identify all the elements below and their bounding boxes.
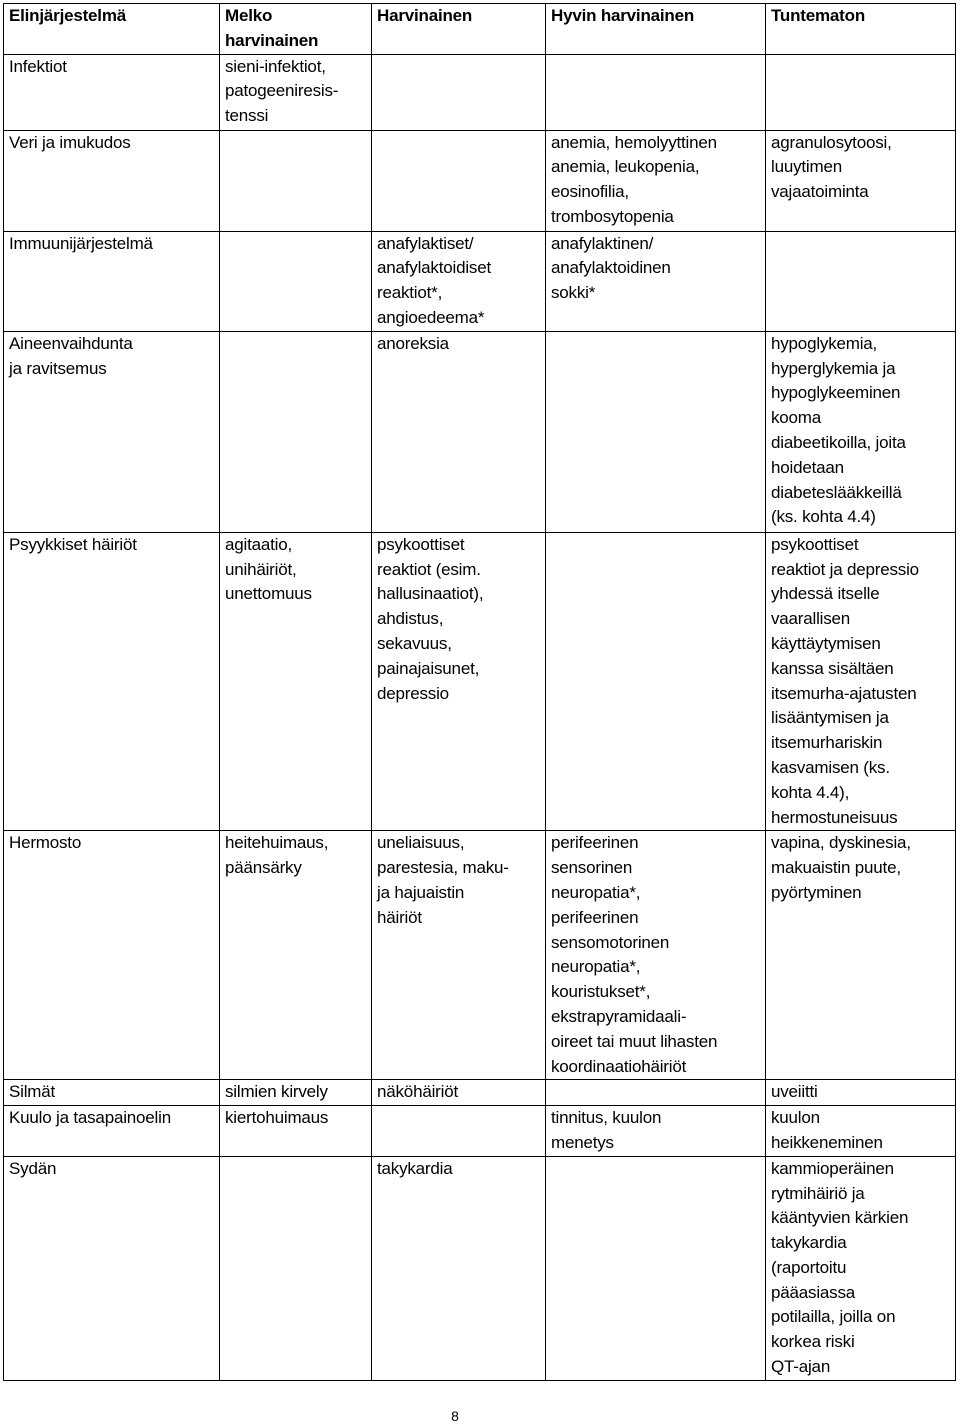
rare-cell	[372, 54, 546, 130]
unknown-cell: uveiitti	[766, 1080, 956, 1106]
very-rare-cell	[546, 54, 766, 130]
uncommon-cell	[220, 130, 372, 231]
table-row	[4, 331, 956, 532]
uncommon-cell	[220, 1156, 372, 1380]
table-row	[4, 831, 956, 1080]
header-uncommon: Melko harvinainen	[220, 4, 372, 55]
table-row	[4, 1106, 956, 1157]
unknown-cell	[766, 231, 956, 331]
rare-cell: uneliaisuus, parestesia, maku- ja hajuaistin häiriöt	[372, 831, 546, 1080]
rare-cell: anafylaktiset/ anafylaktoidiset reaktiot*, angioedeema*	[372, 231, 546, 331]
page-number: 8	[451, 1408, 459, 1424]
very-rare-cell	[546, 1156, 766, 1380]
header-organ-system: Elinjärjestelmä	[4, 4, 220, 55]
header-very-rare: Hyvin harvinainen	[546, 4, 766, 55]
table-row	[4, 130, 956, 231]
header-unknown: Tuntematon	[766, 4, 956, 55]
unknown-cell: psykoottiset reaktiot ja depressio yhdessä itselle vaarallisen käyttäytymisen kanssa sisältäen itsemurha-ajatusten lisääntymisen ja itsemurhariskin kasvamisen (ks. kohta 4.4), hermostuneisuus	[766, 532, 956, 831]
rare-cell: psykoottiset reaktiot (esim. hallusinaatiot), ahdistus, sekavuus, painajaisunet, depressio	[372, 532, 546, 831]
very-rare-cell: anafylaktinen/ anafylaktoidinen sokki*	[546, 231, 766, 331]
organ-cell: Immuunijärjestelmä	[4, 231, 220, 331]
uncommon-cell	[220, 231, 372, 331]
header-rare: Harvinainen	[372, 4, 546, 55]
table-row	[4, 1080, 956, 1106]
unknown-cell: kuulon heikkeneminen	[766, 1106, 956, 1157]
table-row	[4, 231, 956, 331]
uncommon-cell: kiertohuimaus	[220, 1106, 372, 1157]
uncommon-cell: silmien kirvely	[220, 1080, 372, 1106]
organ-cell: Hermosto	[4, 831, 220, 1080]
organ-cell: Infektiot	[4, 54, 220, 130]
very-rare-cell	[546, 331, 766, 532]
table-row	[4, 54, 956, 130]
adverse-effects-table	[3, 3, 956, 1381]
unknown-cell: agranulosytoosi, luuytimen vajaatoiminta	[766, 130, 956, 231]
unknown-cell: kammioperäinen rytmihäiriö ja kääntyvien kärkien takykardia (raportoitu pääasiassa potilailla, joilla on korkea riski QT-ajan	[766, 1156, 956, 1380]
table-row	[4, 532, 956, 831]
rare-cell	[372, 1106, 546, 1157]
uncommon-cell	[220, 331, 372, 532]
rare-cell: näköhäiriöt	[372, 1080, 546, 1106]
rare-cell: takykardia	[372, 1156, 546, 1380]
unknown-cell: hypoglykemia, hyperglykemia ja hypoglykeeminen kooma diabeetikoilla, joita hoidetaan diabeteslääkkeillä (ks. kohta 4.4)	[766, 331, 956, 532]
organ-cell: Aineenvaihdunta ja ravitsemus	[4, 331, 220, 532]
organ-cell: Psyykkiset häiriöt	[4, 532, 220, 831]
rare-cell	[372, 130, 546, 231]
organ-cell: Veri ja imukudos	[4, 130, 220, 231]
rare-cell: anoreksia	[372, 331, 546, 532]
very-rare-cell: perifeerinen sensorinen neuropatia*, perifeerinen sensomotorinen neuropatia*, kouristukset*, ekstrapyramidaali- oireet tai muut lihasten koordinaatiohäiriöt	[546, 831, 766, 1080]
table-row	[4, 1156, 956, 1380]
uncommon-cell: agitaatio, unihäiriöt, unettomuus	[220, 532, 372, 831]
very-rare-cell: tinnitus, kuulon menetys	[546, 1106, 766, 1157]
very-rare-cell	[546, 532, 766, 831]
organ-cell: Sydän	[4, 1156, 220, 1380]
uncommon-cell: sieni-infektiot, patogeeniresis- tenssi	[220, 54, 372, 130]
unknown-cell	[766, 54, 956, 130]
header-row	[4, 4, 956, 55]
very-rare-cell	[546, 1080, 766, 1106]
organ-cell: Kuulo ja tasapainoelin	[4, 1106, 220, 1157]
organ-cell: Silmät	[4, 1080, 220, 1106]
very-rare-cell: anemia, hemolyyttinen anemia, leukopenia, eosinofilia, trombosytopenia	[546, 130, 766, 231]
unknown-cell: vapina, dyskinesia, makuaistin puute, pyörtyminen	[766, 831, 956, 1080]
uncommon-cell: heitehuimaus, päänsärky	[220, 831, 372, 1080]
